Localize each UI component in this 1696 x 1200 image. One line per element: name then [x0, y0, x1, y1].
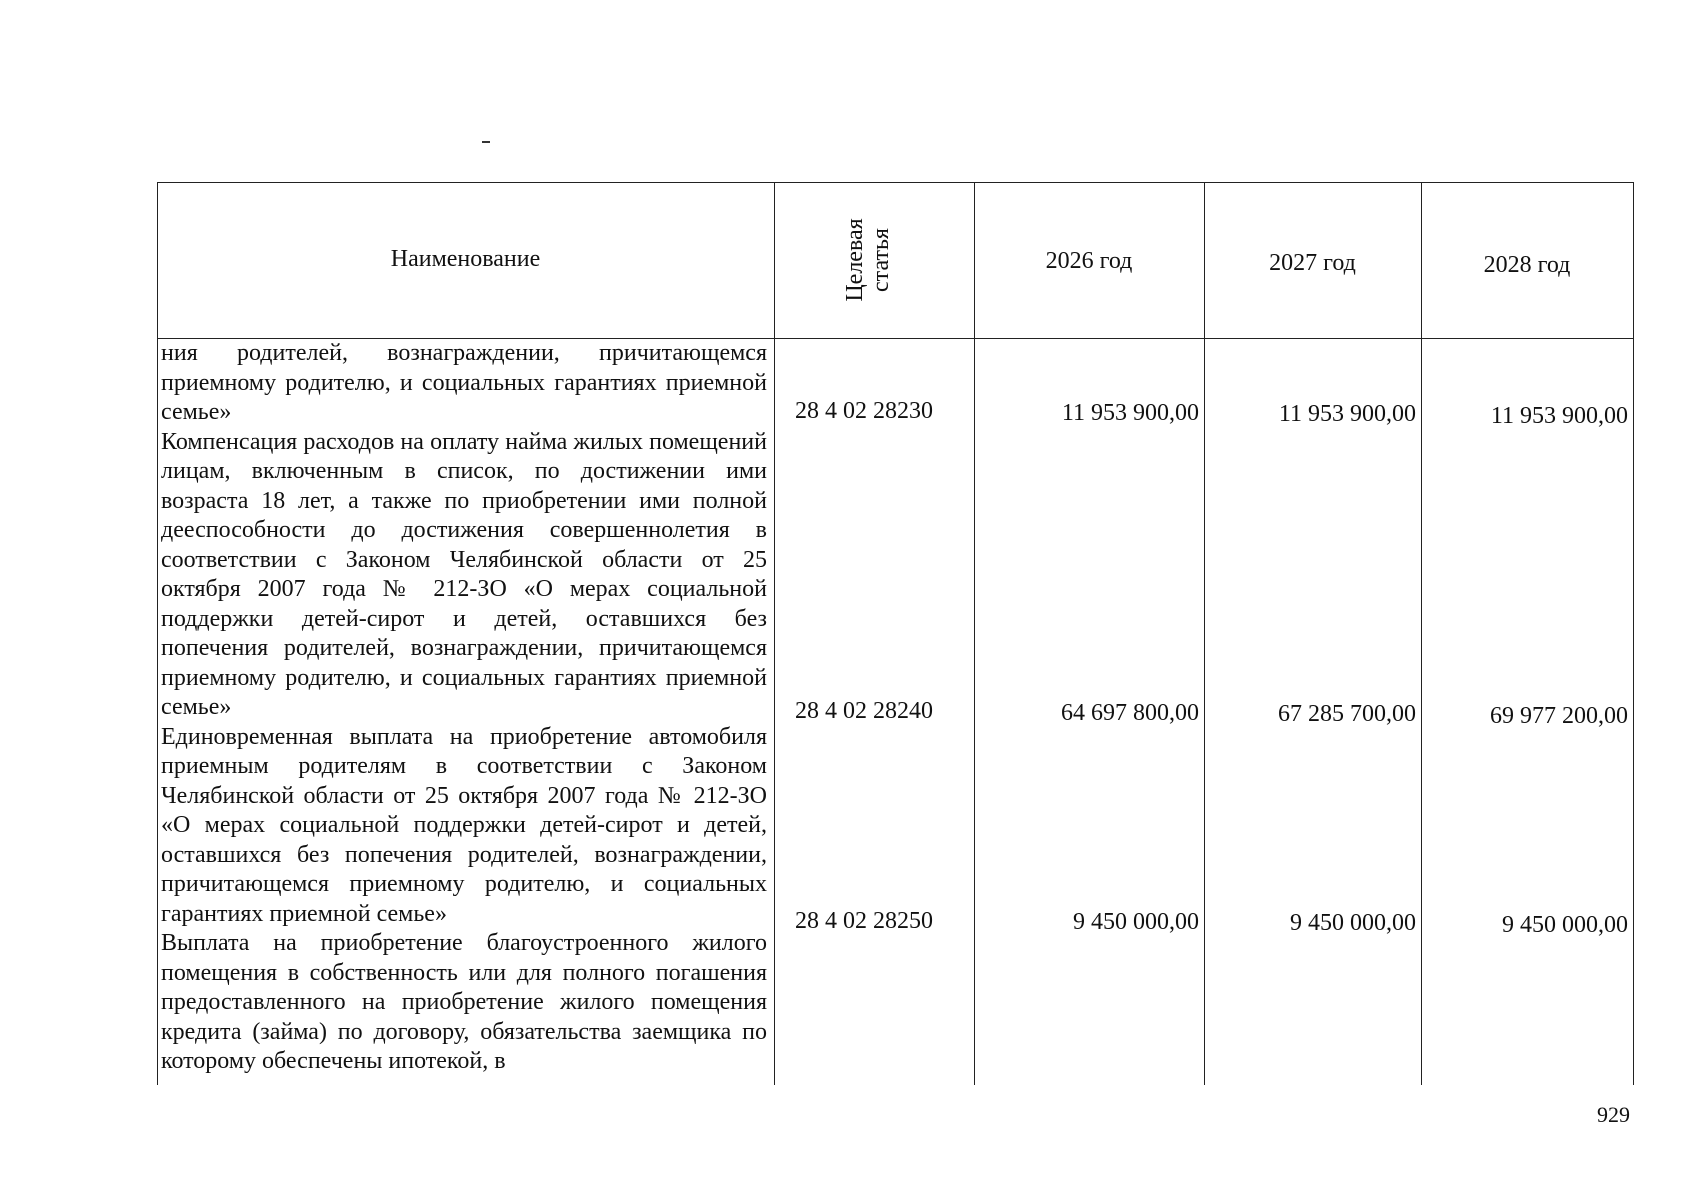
col-border-left [157, 182, 158, 1085]
row-1-2026: 11 953 900,00 [1061, 400, 1199, 426]
page-number: 929 [1597, 1102, 1630, 1127]
row-1-2027: 11 953 900,00 [1278, 401, 1416, 427]
header-target-article [842, 218, 894, 301]
row-3-code: 28 4 02 28250 [795, 908, 933, 934]
row-3-2028: 9 450 000,00 [1502, 912, 1628, 938]
header-target-line2: статья [868, 228, 894, 292]
header-target-line1: Целевая [842, 218, 868, 302]
row-1-code: 28 4 02 28230 [795, 398, 933, 424]
scan-mark [482, 141, 490, 143]
col-border-right [1633, 182, 1634, 1085]
col-border-target [974, 182, 975, 1085]
header-name: Наименование [390, 246, 541, 272]
row-2-2026: 64 697 800,00 [1061, 700, 1199, 726]
header-2026: 2026 год [1045, 248, 1133, 274]
name-column [161, 339, 767, 1077]
row-2-2027: 67 285 700,00 [1278, 701, 1416, 727]
header-2028: 2028 год [1483, 252, 1571, 278]
col-border-2026 [1204, 182, 1205, 1085]
name-paragraph: Компенсация расходов на оплату найма жилых помещений лицам, включенным в список, по достижении ими возраста 18 лет, а также по приобретении ими полной дееспособности до достижения совершеннолетия в соответствии с Законом Челябинской области от 25 октября 2007 года № 212-ЗО «О мерах социальной поддержки детей-сирот и детей, оставшихся без попечения родителей, вознаграждении, причитающемся приемному родителю, и социальных гарантиях приемной семье» [161, 428, 767, 720]
name-paragraph: Выплата на приобретение благоустроенного жилого помещения в собственность или для полного погашения предоставленного на приобретение жилого помещения кредита (займа) по договору, обязательства заемщика по которому обеспечены ипотекой, в [161, 930, 767, 1074]
col-border-2027 [1421, 182, 1422, 1085]
row-2-code: 28 4 02 28240 [795, 698, 933, 724]
row-3-2026: 9 450 000,00 [1073, 909, 1199, 935]
name-paragraph: Единовременная выплата на приобретение автомобиля приемным родителям в соответствии с Законом Челябинской области от 25 октября 2007 года № 212-ЗО «О мерах социальной поддержки детей-сирот и детей, оставшихся без попечения родителей, вознаграждении, причитающемся приемному родителю, и социальных гарантиях приемной семье» [161, 723, 767, 927]
row-1-2028: 11 953 900,00 [1490, 403, 1628, 429]
name-paragraph: ния родителей, вознаграждении, причитающемся приемному родителю, и социальных гарантиях приемной семье» [161, 340, 767, 425]
col-border-name [774, 182, 775, 1085]
row-2-2028: 69 977 200,00 [1490, 703, 1628, 729]
row-3-2027: 9 450 000,00 [1290, 910, 1416, 936]
header-2027: 2027 год [1269, 250, 1356, 276]
